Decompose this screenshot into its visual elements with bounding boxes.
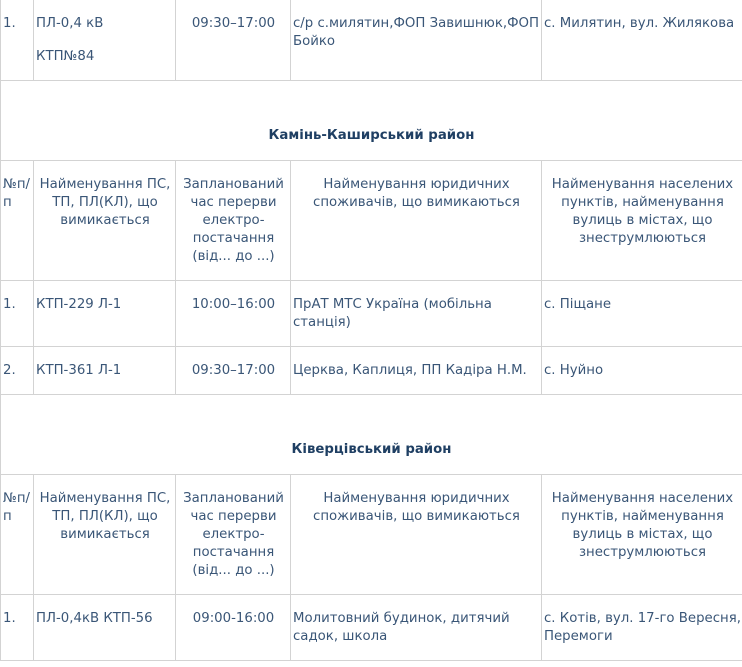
consumers-cell: Молитовний будинок, дитячий садок, школа: [291, 595, 542, 661]
equipment-line: КТП№84: [36, 49, 95, 64]
table-row: [1, 0, 742, 81]
column-header-equipment: Найменування ПС, ТП, ПЛ(КЛ), що вимикається: [34, 161, 176, 281]
localities-cell: с. Піщане: [542, 281, 742, 347]
district-heading: Ківерцівський район: [1, 395, 742, 475]
outage-time-cell: 10:00–16:00: [176, 281, 291, 347]
outage-time-cell: 09:00-16:00: [176, 595, 291, 661]
column-header-row: [1, 475, 742, 595]
column-header-consumers: Найменування юридичних споживачів, що вимикаються: [291, 475, 542, 595]
district-heading: Камінь-Каширський район: [1, 81, 742, 161]
table-row: [1, 347, 742, 395]
equipment-line: ПЛ-0,4 кВ: [36, 16, 104, 31]
outage-time-cell: 09:30–17:00: [176, 0, 291, 81]
row-number-cell: 1.: [1, 281, 34, 347]
column-header-time: Запланований час перерви електро-постачання (від... до ...): [176, 161, 291, 281]
column-header-localities: Найменування населених пунктів, найменування вулиць в містах, що знеструмлюються: [542, 475, 742, 595]
column-header-equipment: Найменування ПС, ТП, ПЛ(КЛ), що вимикається: [34, 475, 176, 595]
localities-cell: с. Нуйно: [542, 347, 742, 395]
district-row: [1, 395, 742, 475]
consumers-cell: с/р с.милятин,ФОП Завишнюк,ФОП Бойко: [291, 0, 542, 81]
column-header-number: №п/п: [1, 475, 34, 595]
equipment-cell: ПЛ-0,4кВ КТП-56: [34, 595, 176, 661]
district-row: [1, 81, 742, 161]
equipment-cell: КТП-229 Л-1: [34, 281, 176, 347]
row-number-cell: 1.: [1, 0, 34, 81]
column-header-time: Запланований час перерви електро-постачання (від... до ...): [176, 475, 291, 595]
localities-cell: с. Котів, вул. 17-го Вересня, Перемоги: [542, 595, 742, 661]
equipment-cell: [34, 0, 176, 81]
table-row: [1, 595, 742, 661]
consumers-cell: Церква, Каплиця, ПП Кадіра Н.М.: [291, 347, 542, 395]
row-number-cell: 2.: [1, 347, 34, 395]
table-row: [1, 281, 742, 347]
equipment-cell: КТП-361 Л-1: [34, 347, 176, 395]
outage-time-cell: 09:30–17:00: [176, 347, 291, 395]
column-header-localities: Найменування населених пунктів, найменування вулиць в містах, що знеструмлюються: [542, 161, 742, 281]
column-header-row: [1, 161, 742, 281]
column-header-number: №п/п: [1, 161, 34, 281]
localities-cell: с. Милятин, вул. Жилякова: [542, 0, 742, 81]
row-number-cell: 1.: [1, 595, 34, 661]
consumers-cell: ПрАТ МТС Україна (мобільна станція): [291, 281, 542, 347]
column-header-consumers: Найменування юридичних споживачів, що вимикаються: [291, 161, 542, 281]
